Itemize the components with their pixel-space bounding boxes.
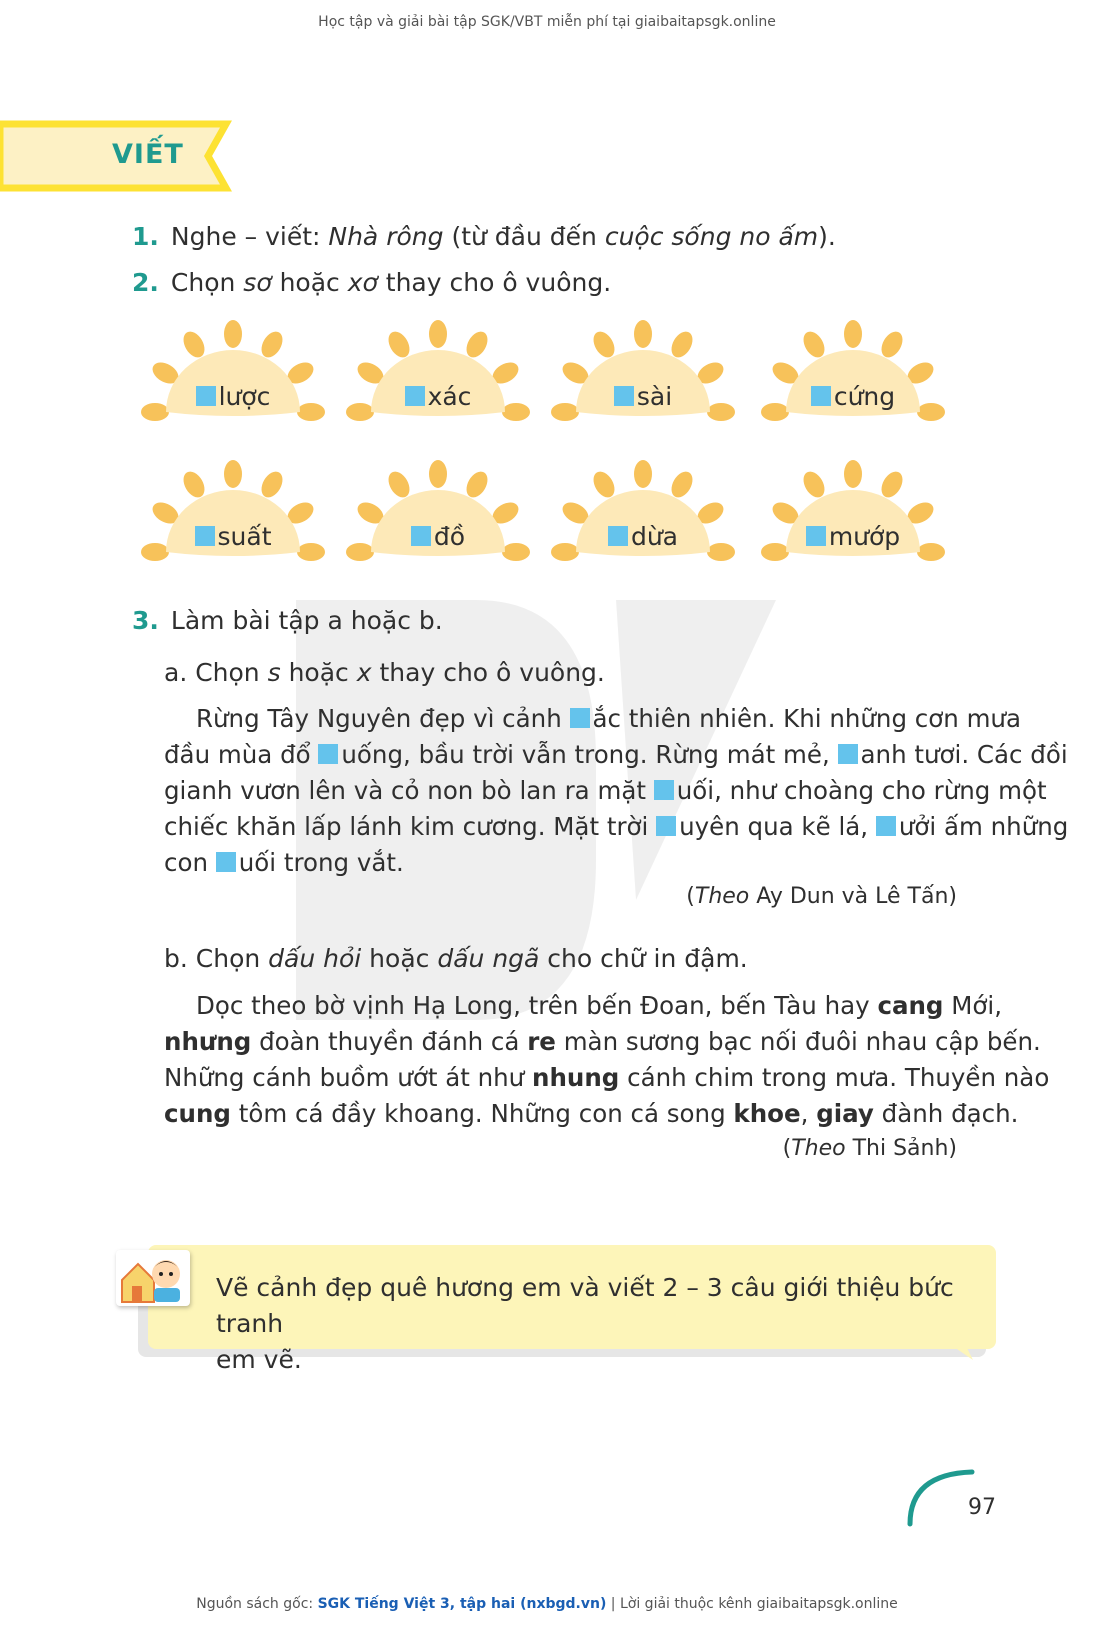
bold-word: cang [877,991,944,1020]
task-2-number: 2. [132,268,159,297]
callout-line-2: em vẽ. [216,1345,302,1374]
passage-a-line-5: con uối trong vắt. [164,848,404,877]
callout-line-1: Vẽ cảnh đẹp quê hương em và viết 2 – 3 câu giới thiệu bức tranh [216,1273,954,1338]
word-label: xác [427,382,472,411]
task-3b-passage [164,988,1050,1132]
task-3a-option-1: s [267,658,281,687]
word-card [548,320,738,440]
task-1-middle: (từ đầu đến [443,222,605,251]
footer-text: Nguồn sách gốc: SGK Tiếng Việt 3, tập hai (nxbgd.vn) | Lời giải thuộc kênh giaibaitapsgk.online [196,1596,898,1612]
blank-square[interactable] [806,526,826,546]
task-2-suffix: thay cho ô vuông. [377,268,612,297]
blank-square[interactable] [608,526,628,546]
task-3a-passage [164,701,1069,881]
blank-square[interactable] [196,386,216,406]
task-3a-source: (Theo Ay Dun và Lê Tấn) [686,884,957,909]
passage-a-line-1: Rừng Tây Nguyên đẹp vì cảnh ắc thiên nhiên. Khi những cơn mưa [196,704,1021,733]
word-label: dừa [630,522,679,551]
blank-square[interactable] [656,816,676,836]
task-1-prefix: Nghe – viết: [170,222,329,251]
header-text: Học tập và giải bài tập SGK/VBT miễn phí tại giaibaitapsgk.online [318,14,776,30]
task-3 [132,606,443,635]
blank-square[interactable] [811,386,831,406]
blank-square[interactable] [654,780,674,800]
task-3b-instruction: b. Chọn dấu hỏi hoặc dấu ngã cho chữ in đậm. [164,944,748,973]
word-card [343,320,533,440]
blank-square[interactable] [318,744,338,764]
word-label: sài [636,382,673,411]
task-3a-instruction: a. Chọn s hoặc x thay cho ô vuông. [164,658,605,687]
blank-square[interactable] [570,708,590,728]
word-card [138,320,328,440]
task-2-option-2: xơ [347,268,378,297]
passage-b-line-4: cung tôm cá đầy khoang. Những con cá song khoe, giay đành đạch. [164,1099,1019,1128]
section-title: VIẾT [112,139,184,170]
task-3-text: Làm bài tập a hoặc b. [170,606,443,635]
bold-word: giay [816,1099,874,1128]
task-1-number: 1. [132,222,159,251]
callout-text [216,1270,976,1378]
passage-a-line-3: gianh vươn lên và cỏ non bò lan ra mặt uối, như choàng cho rừng một [164,776,1047,805]
task-3b-option-1: dấu hỏi [268,944,362,973]
footer-source-link[interactable]: SGK Tiếng Việt 3, tập hai (nxbgd.vn) [317,1596,607,1612]
task-2-middle: hoặc [271,268,348,297]
bold-word: re [527,1027,556,1056]
word-label: mướp [828,522,901,551]
word-card [138,460,328,580]
bold-word: khoe [733,1099,801,1128]
passage-a-line-4: chiếc khăn lấp lánh kim cương. Mặt trời uyên qua kẽ lá, ưởi ấm những [164,812,1069,841]
blank-square[interactable] [216,852,236,872]
blank-square[interactable] [411,526,431,546]
task-1-title: Nhà rông [328,222,444,251]
word-card [548,460,738,580]
task-3-number: 3. [132,606,159,635]
word-card [758,460,948,580]
task-1-range: cuộc sống no ấm [604,222,819,251]
task-3b-source: (Theo Thi Sảnh) [782,1136,957,1161]
task-2 [132,268,611,297]
task-3b-option-2: dấu ngã [437,944,540,973]
page-number: 97 [968,1495,996,1520]
task-3a-option-2: x [356,658,372,687]
blank-square[interactable] [838,744,858,764]
word-card [343,460,533,580]
task-1 [132,222,836,251]
passage-b-line-1: Dọc theo bờ vịnh Hạ Long, trên bến Đoan, bến Tàu hay cang Mới, [196,991,1002,1020]
passage-b-line-3: Những cánh buồm ướt át như nhung cánh chim trong mưa. Thuyền nào [164,1063,1050,1092]
task-2-option-1: sơ [243,268,272,297]
bold-word: nhung [532,1063,620,1092]
word-label: đồ [433,522,466,551]
word-label: suất [217,522,272,551]
kid-drawing-icon [116,1250,190,1306]
blank-square[interactable] [405,386,425,406]
word-label: cứng [833,382,896,411]
bold-word: nhưng [164,1027,252,1056]
blank-square[interactable] [614,386,634,406]
blank-square[interactable] [195,526,215,546]
bold-word: cung [164,1099,231,1128]
blank-square[interactable] [876,816,896,836]
passage-b-line-2: nhưng đoàn thuyền đánh cá re màn sương bạc nối đuôi nhau cập bến. [164,1027,1041,1056]
task-2-prefix: Chọn [170,268,244,297]
passage-a-line-2: đầu mùa đổ uống, bầu trời vẫn trong. Rừng mát mẻ, anh tươi. Các đồi [164,740,1068,769]
word-card [758,320,948,440]
task-1-suffix: ). [818,222,836,251]
word-label: lược [218,382,271,411]
